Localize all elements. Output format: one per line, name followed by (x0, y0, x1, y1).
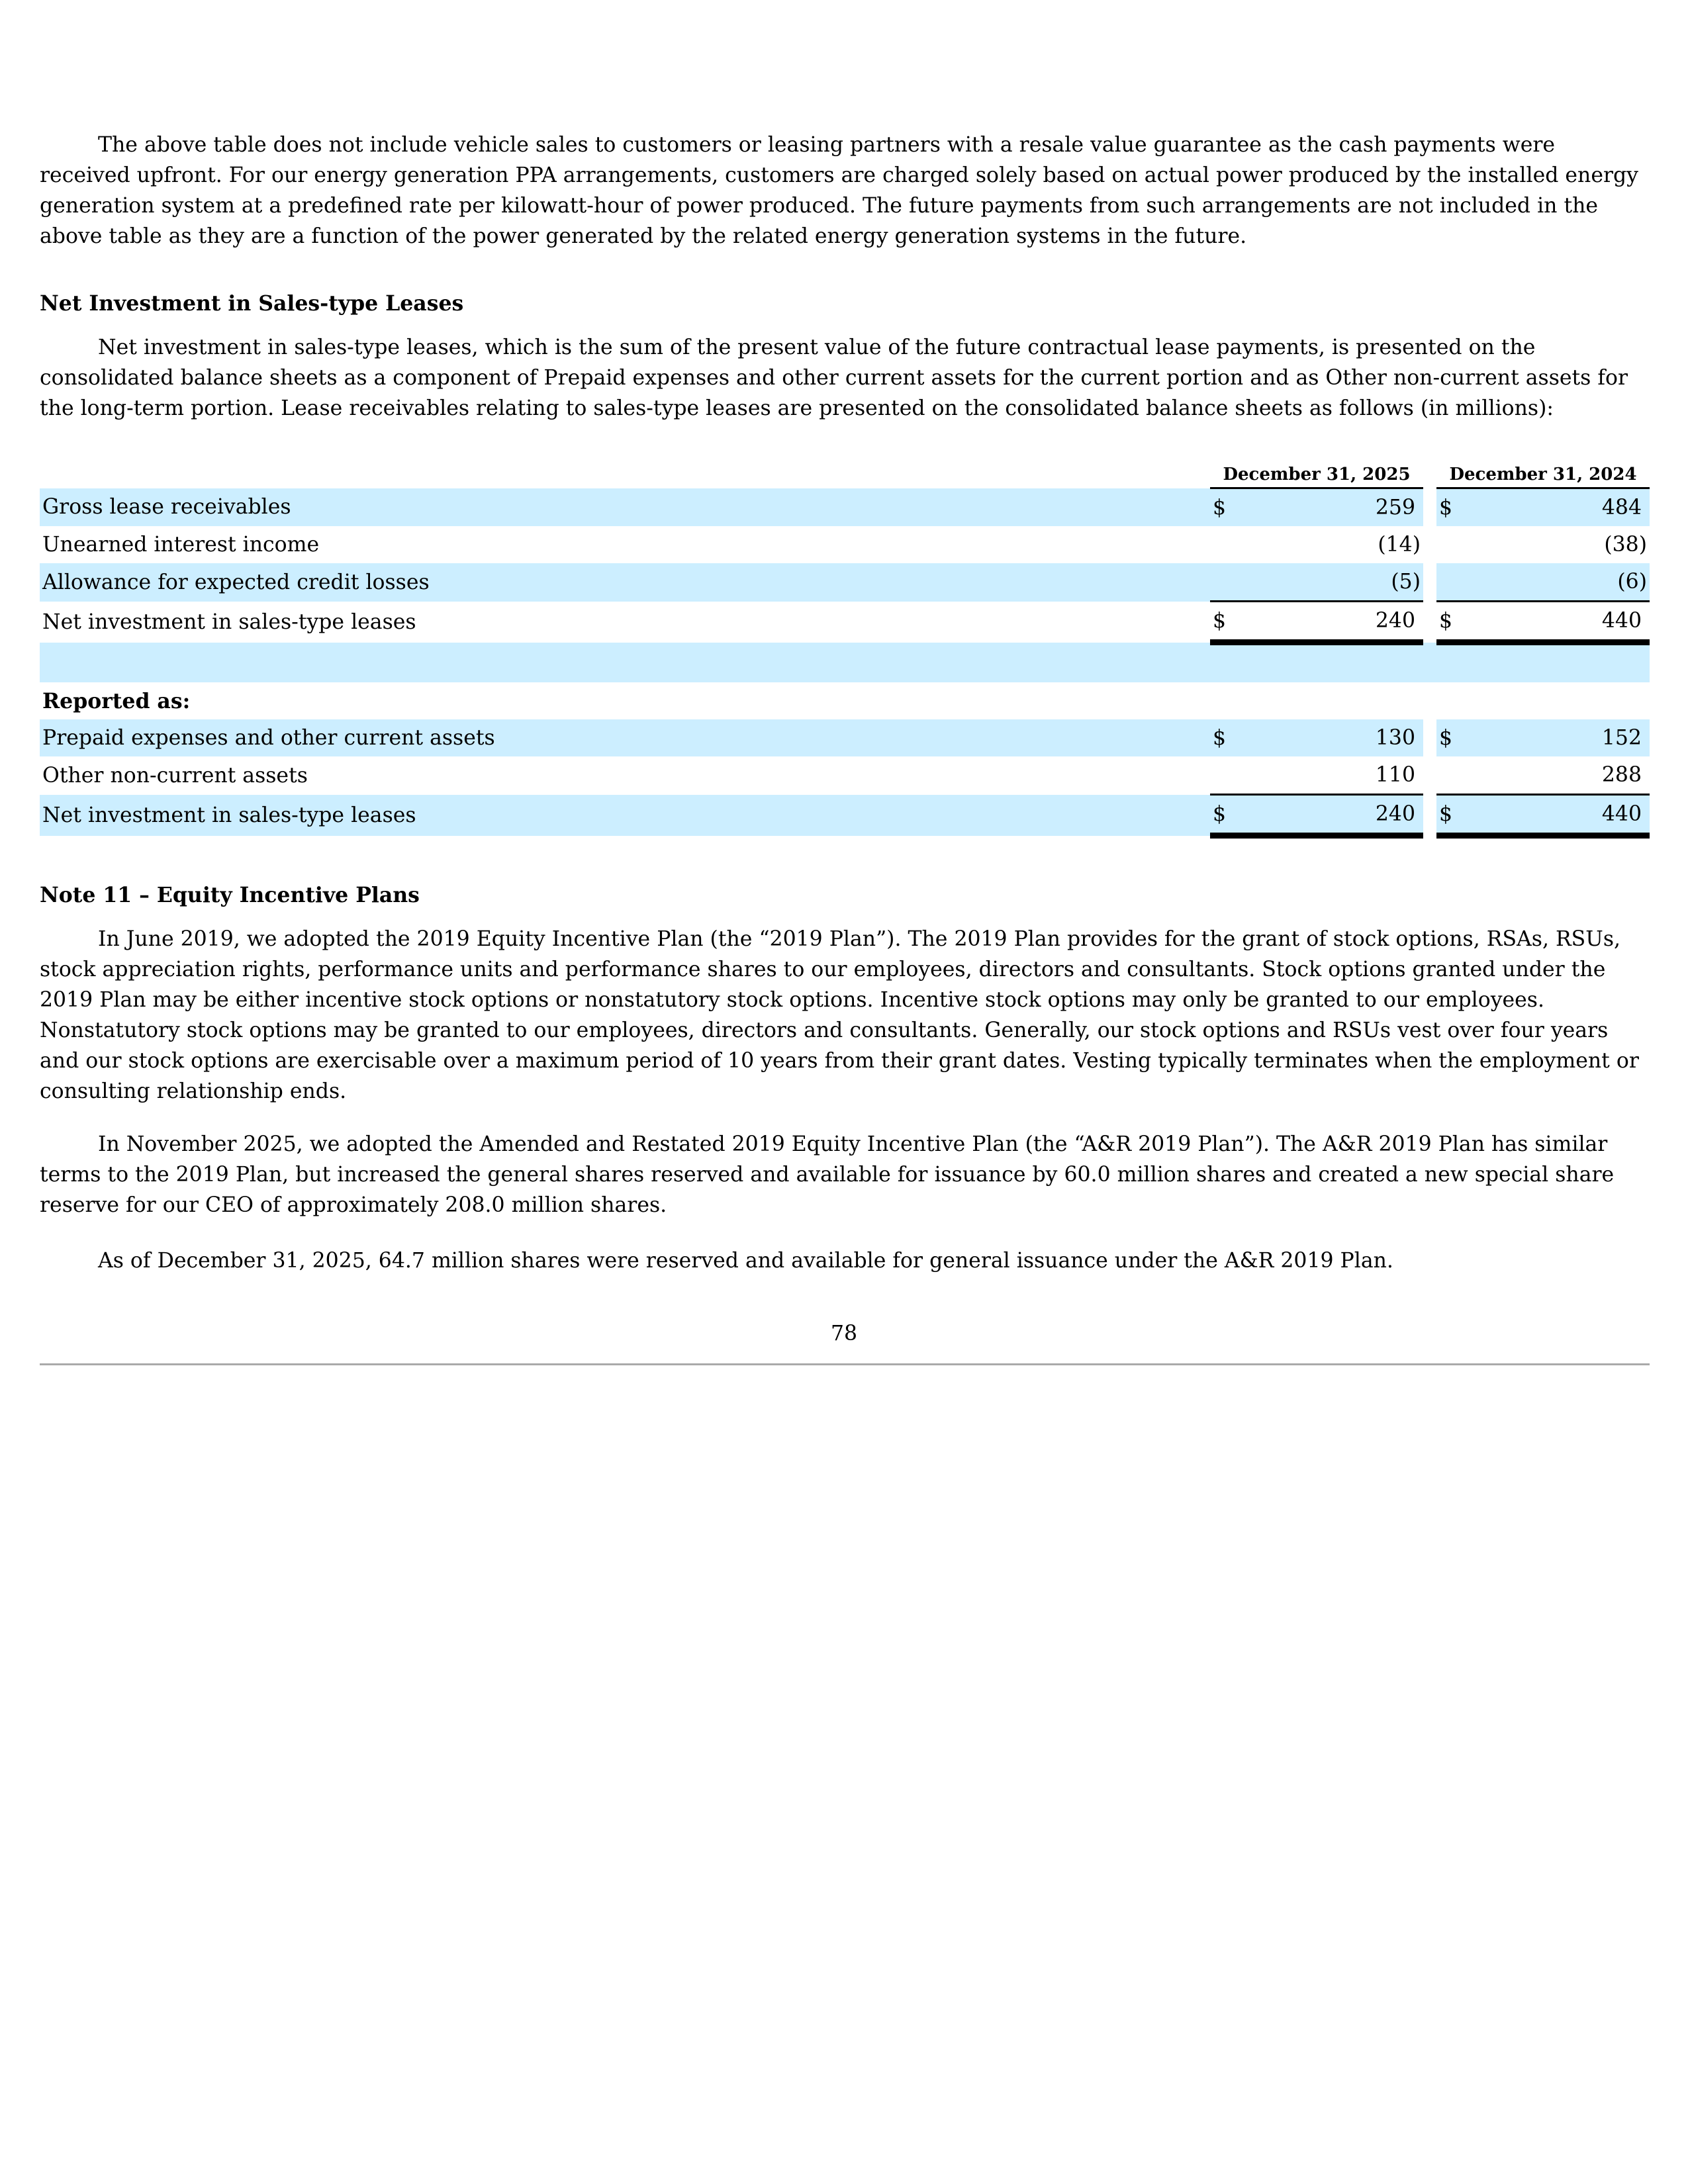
footer-divider (40, 1363, 1650, 1365)
currency-symbol: $ (1210, 795, 1256, 836)
value-2024: 288 (1601, 763, 1642, 787)
row-label: Gross lease receivables (40, 488, 1210, 527)
section-heading-sales-type-leases: Net Investment in Sales-type Leases (40, 291, 464, 316)
value-2024: 484 (1483, 488, 1650, 527)
value-2024: (6) (1483, 563, 1650, 602)
page-number: 78 (830, 1322, 858, 1345)
equity-plan-paragraph-1: In June 2019, we adopted the 2019 Equity Incentive Plan (the “2019 Plan”). The 2019 Plan provides for the grant of stock options, RSAs, RSUs, stock appreciation rights, performance units and performance shares to our employees, directors and consultants. Stock options granted under the 2019 Plan may be either incentive stock options or nonstatutory stock options. Incentive stock options may only be granted to our employees. Nonstatutory stock options may be granted to our employees, directors and consultants. Generally, our stock options and RSUs vest over four years and our stock options are exercisable over a maximum period of 10 years from their grant dates. Vesting typically terminates when the employment or consulting relationship ends. (40, 927, 1639, 1103)
table-total-row (40, 602, 1650, 643)
currency-symbol: $ (1210, 602, 1256, 643)
intro-paragraph: The above table does not include vehicle sales to customers or leasing partners with a resale value guarantee as the cash payments were received upfront. For our energy generation PPA arrangements, customers are charged solely based on actual power produced by the installed energy generation system at a predefined rate per kilowatt-hour of power produced. The future payments from such arrangements are not included in the above table as they are a function of the power generated by the related energy generation systems in the future. (40, 133, 1638, 248)
currency-symbol: $ (1436, 488, 1483, 527)
row-label: Other non-current assets (42, 763, 308, 788)
table-spacer-row (40, 643, 1650, 683)
sales-type-leases-paragraph: Net investment in sales-type leases, which is the sum of the present value of the future contractual lease payments, is presented on the consolidated balance sheets as a component of Prepaid expenses and other current assets for the current portion and as Other non-current assets for the long-term portion. Lease receivables relating to sales-type leases are presented on the consolidated balance sheets as follows (in millions): (40, 336, 1628, 420)
row-label: Net investment in sales-type leases (42, 610, 416, 634)
value-2024: 440 (1483, 602, 1650, 643)
table-row (40, 488, 1650, 527)
equity-plan-paragraph-3: As of December 31, 2025, 64.7 million shares were reserved and available for general issuance under the A&R 2019 Plan. (98, 1249, 1393, 1273)
row-label: Allowance for expected credit losses (40, 563, 1210, 602)
value-2024: 152 (1483, 719, 1650, 756)
row-label: Unearned interest income (42, 533, 320, 557)
column-header-2025: December 31, 2025 (1210, 454, 1423, 488)
value-2025: 240 (1256, 795, 1423, 836)
table-total-row (40, 795, 1650, 836)
value-2025: (5) (1256, 563, 1423, 602)
lease-receivables-table (40, 454, 1650, 839)
reported-as-row (40, 682, 1650, 719)
column-header-2024: December 31, 2024 (1436, 454, 1650, 488)
value-2024: (38) (1604, 533, 1647, 557)
table-row (40, 756, 1650, 795)
value-2024: 440 (1483, 795, 1650, 836)
table-row (40, 563, 1650, 602)
table-header-row (40, 454, 1650, 488)
value-2025: 240 (1256, 602, 1423, 643)
currency-symbol: $ (1210, 488, 1256, 527)
section-heading-equity-incentive-plans: Note 11 – Equity Incentive Plans (40, 883, 420, 907)
row-label: Net investment in sales-type leases (40, 795, 1210, 836)
currency-symbol: $ (1436, 719, 1483, 756)
equity-plan-paragraph-2: In November 2025, we adopted the Amended and Restated 2019 Equity Incentive Plan (the “A&R 2019 Plan”). The A&R 2019 Plan has similar terms to the 2019 Plan, but increased the general shares reserved and available for issuance by 60.0 million shares and created a new special share reserve for our CEO of approximately 208.0 million shares. (40, 1132, 1615, 1217)
table-row (40, 719, 1650, 756)
value-2025: 110 (1375, 763, 1415, 787)
currency-symbol: $ (1210, 719, 1256, 756)
value-2025: 259 (1256, 488, 1423, 527)
value-2025: 130 (1256, 719, 1423, 756)
currency-symbol: $ (1436, 795, 1483, 836)
row-label: Prepaid expenses and other current assets (40, 719, 1210, 756)
reported-as-label: Reported as: (42, 688, 191, 713)
value-2025: (14) (1378, 533, 1421, 557)
currency-symbol: $ (1436, 602, 1483, 643)
table-row (40, 526, 1650, 563)
